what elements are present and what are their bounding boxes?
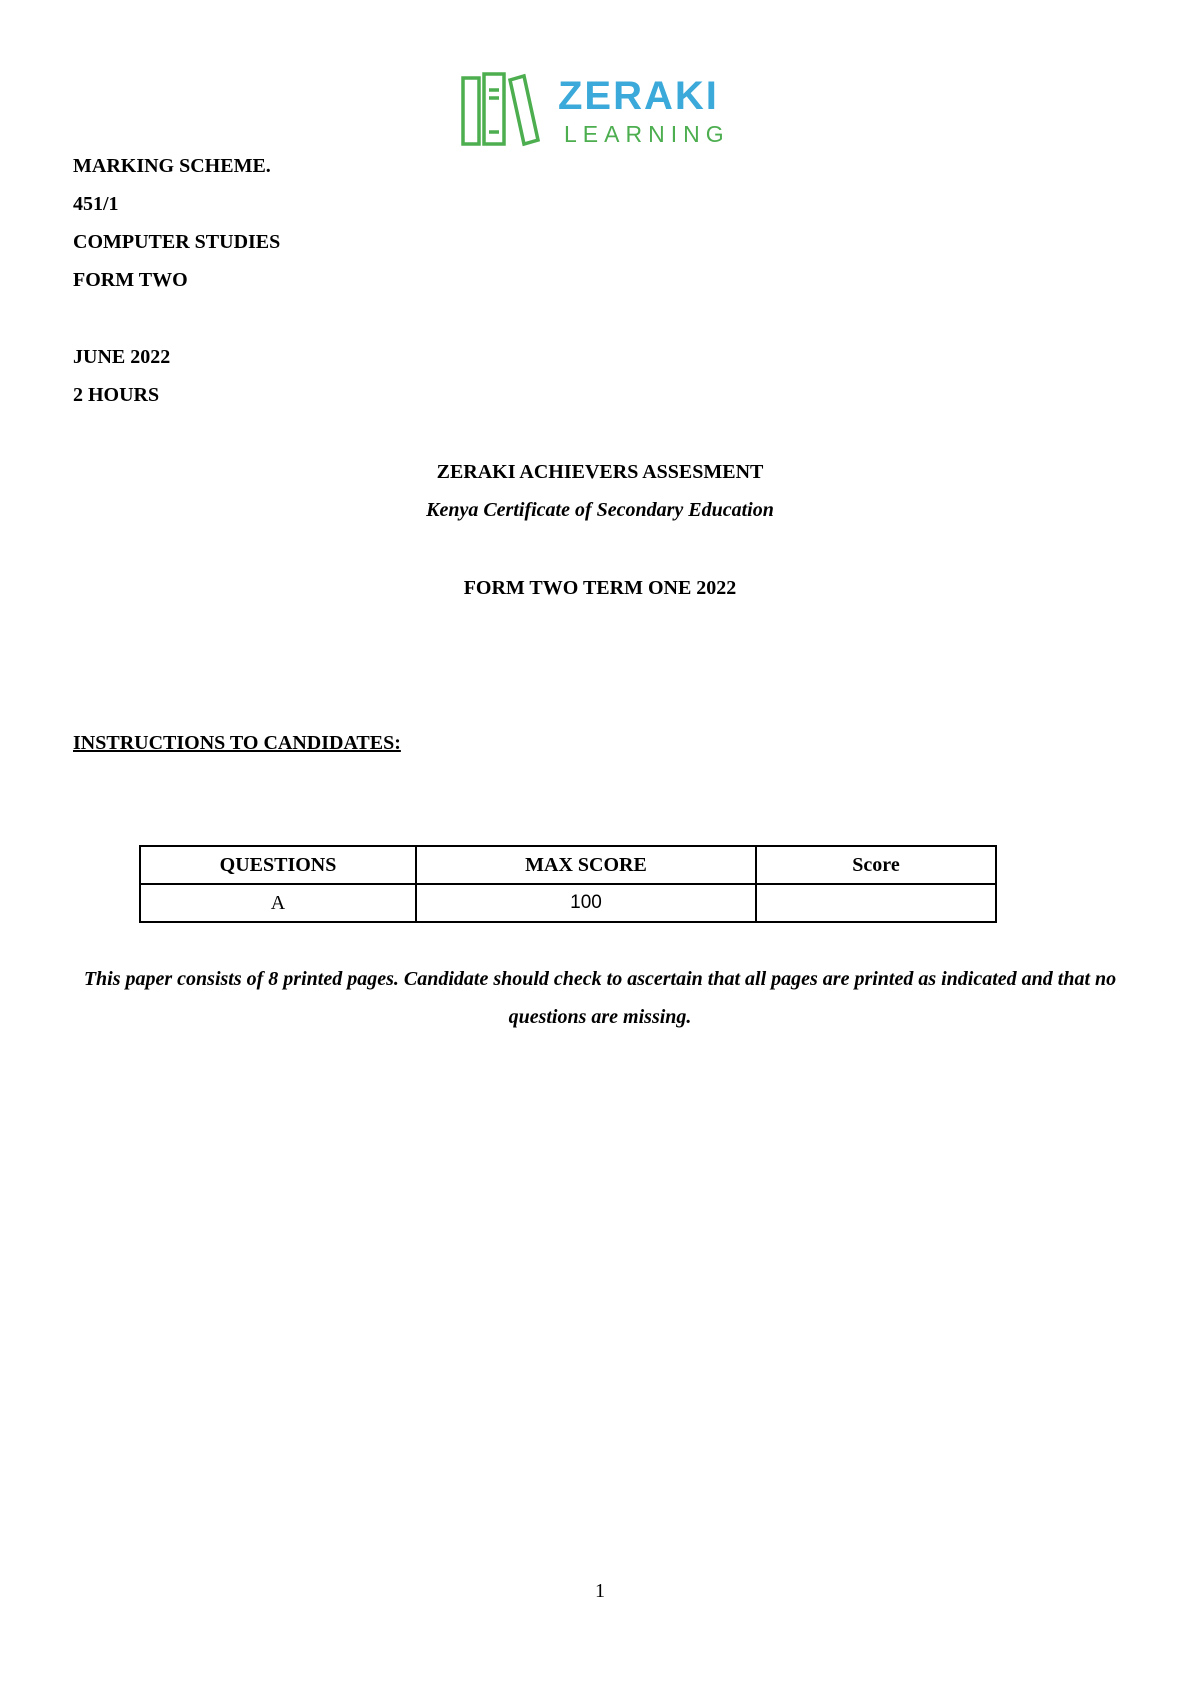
exam-duration: 2 HOURS: [73, 384, 160, 406]
page-number: 1: [595, 1580, 605, 1602]
header-score: Score: [756, 846, 996, 884]
table-header-row: [140, 846, 996, 884]
books-icon: [460, 72, 550, 148]
cell-max-score: 100: [416, 884, 756, 922]
cell-score: [756, 884, 996, 922]
subject-name: COMPUTER STUDIES: [73, 231, 281, 253]
form-level: FORM TWO: [73, 269, 188, 291]
paper-code: 451/1: [73, 193, 119, 215]
logo-wordmark: ZERAKI: [558, 74, 719, 118]
exam-date: JUNE 2022: [73, 346, 171, 368]
header-max-score: MAX SCORE: [416, 846, 756, 884]
term-title: FORM TWO TERM ONE 2022: [463, 577, 737, 599]
header-questions: QUESTIONS: [140, 846, 416, 884]
table-row: [140, 884, 996, 922]
zeraki-logo: [460, 72, 760, 150]
assessment-subtitle: Kenya Certificate of Secondary Education: [426, 499, 774, 521]
pages-note: This paper consists of 8 printed pages. Candidate should check to ascertain that all pages are printed as indicated and that no questions are missing.: [83, 968, 1117, 1028]
cell-question: A: [140, 884, 416, 922]
logo-tagline: LEARNING: [564, 121, 730, 147]
marking-scheme-label: MARKING SCHEME.: [73, 155, 271, 177]
score-table: [139, 845, 997, 923]
assessment-title: ZERAKI ACHIEVERS ASSESMENT: [436, 461, 764, 483]
instructions-heading: INSTRUCTIONS TO CANDIDATES:: [73, 732, 401, 754]
